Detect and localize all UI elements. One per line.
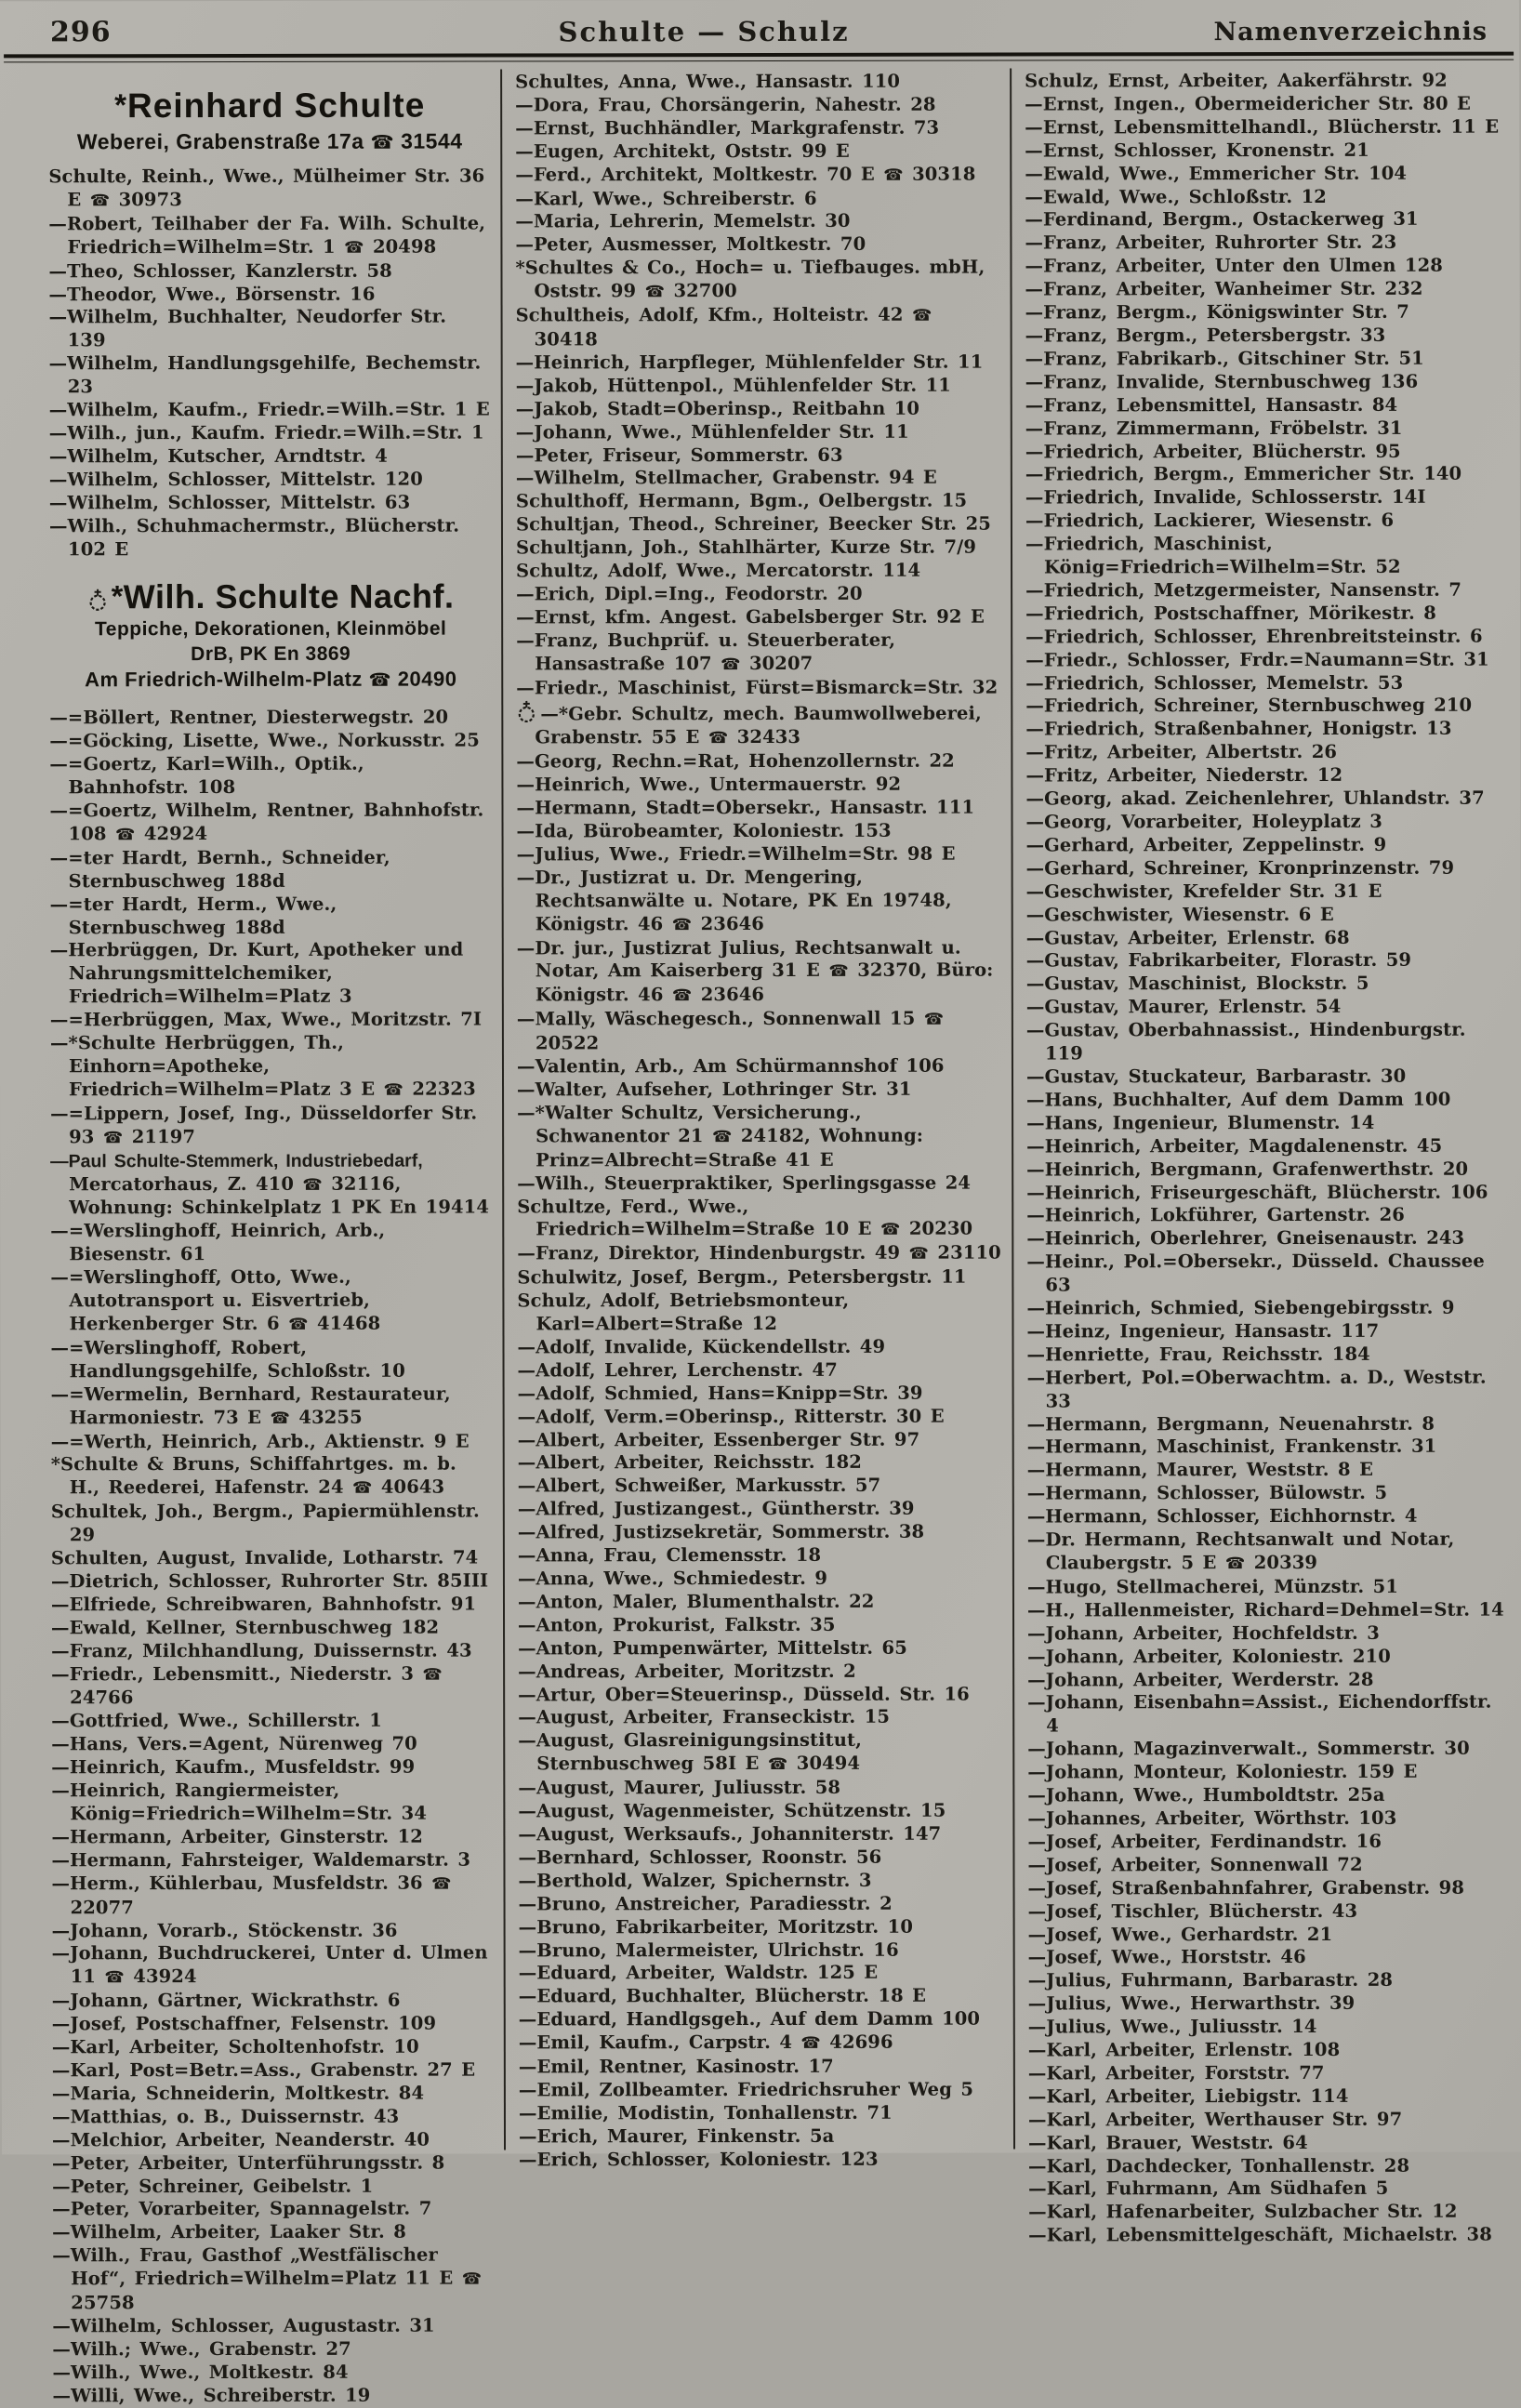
directory-entry: —Friedr., Maschinist, Fürst=Bismarck=Str. 32 [516, 676, 999, 699]
directory-entry: —Friedrich, Lackierer, Wiesenstr. 6 [1025, 509, 1395, 532]
phone-icon: ☎ [302, 1175, 323, 1195]
directory-entry: —Ernst, Schlosser, Kronenstr. 21 [1025, 139, 1369, 162]
page-title: Schulte — Schulz [558, 15, 850, 48]
directory-entry: —Hugo, Stellmacherei, Münzstr. 51 [1026, 1575, 1399, 1598]
directory-entry: —Geschwister, Wiesenstr. 6 E [1025, 903, 1334, 926]
directory-entry: —Josef, Arbeiter, Sonnenwall 72 [1027, 1853, 1363, 1876]
directory-entry: —Josef, Wwe., Horststr. 46 [1027, 1946, 1306, 1968]
directory-entry: —Maria, Schneiderin, Moltkestr. 84 [51, 2082, 425, 2105]
directory-entry: —=ter Hardt, Bernh., Schneider, Sternbuschweg 188d [49, 846, 390, 893]
directory-entry: Schulz, Adolf, Betriebsmonteur, Karl=Albert=Straße 12 [517, 1289, 850, 1335]
directory-entry: —Wilh., Schuhmachermstr., Blücherstr. 102 E [48, 514, 460, 560]
directory-entry: Schulthoff, Hermann, Bgm., Oelbergstr. 15 [515, 489, 968, 512]
phone-icon: ☎ [270, 1409, 291, 1428]
phone-icon: ☎ [923, 1010, 945, 1029]
directory-entry: —Franz, Arbeiter, Ruhrorter Str. 23 [1025, 232, 1397, 254]
directory-entry: —Alfred, Justizsekretär, Sommerstr. 38 [517, 1520, 925, 1543]
directory-entry: —Fritz, Arbeiter, Niederstr. 12 [1025, 764, 1343, 787]
phone-icon: ☎ [767, 1755, 788, 1775]
directory-entry: —Adolf, Lehrer, Lerchenstr. 47 [517, 1358, 838, 1382]
directory-entry: —Geschwister, Krefelder Str. 31 E [1025, 880, 1382, 903]
directory-entry: —Dr. Hermann, Rechtsanwalt und Notar, Claubergstr. 5 E ☎ 20339 [1026, 1528, 1455, 1574]
directory-entry: —Johann, Vorarb., Stöckenstr. 36 [51, 1919, 398, 1941]
directory-entry: —Johann, Buchdruckerei, Unter d. Ulmen 11 ☎ 43924 [51, 1941, 488, 1988]
directory-entry: —Andreas, Arbeiter, Moritzstr. 2 [518, 1660, 856, 1683]
directory-entry: —Johann, Wwe., Humboldtstr. 25a [1027, 1783, 1385, 1806]
directory-entry: —Bruno, Malermeister, Ulrichstr. 16 [518, 1938, 899, 1961]
directory-entry: —Gerhard, Arbeiter, Zeppelinstr. 9 [1025, 833, 1387, 856]
directory-entry: —August, Maurer, Juliusstr. 58 [518, 1777, 841, 1799]
directory-entry: —Hermann, Stadt=Obersekr., Hansastr. 111 [516, 796, 975, 819]
directory-entry: Schulwitz, Josef, Bergm., Petersbergstr. 11 [517, 1265, 967, 1289]
phone-icon: ☎ [461, 2269, 483, 2289]
ad-subline: DrB, PK En 3869 [191, 643, 351, 666]
directory-entry: —Franz, Fabrikarb., Gitschiner Str. 51 [1025, 347, 1424, 370]
directory-entry: —Gustav, Oberbahnassist., Hindenburgstr. 119 [1025, 1018, 1466, 1065]
directory-entry: —Josef, Wwe., Gerhardstr. 21 [1027, 1923, 1333, 1945]
phone-icon: ☎ [370, 130, 395, 153]
directory-entry: —Maria, Lehrerin, Memelstr. 30 [515, 210, 851, 232]
directory-entry: —Ida, Bürobeamter, Koloniestr. 153 [516, 819, 892, 842]
directory-entry: —=Werslinghoff, Robert, Handlungsgehilfe, Schloßstr. 10 [50, 1336, 405, 1383]
star-icon: * [114, 88, 128, 124]
directory-entry: —Ewald, Wwe., Emmericher Str. 104 [1025, 162, 1408, 185]
phone-icon: ☎ [102, 1128, 124, 1147]
phone-icon: ☎ [671, 986, 693, 1006]
directory-entry: Schultz, Adolf, Wwe., Mercatorstr. 114 [516, 559, 921, 582]
directory-entry: —Elfriede, Schreibwaren, Bahnhofstr. 91 [50, 1593, 477, 1616]
ad-wilh-schulte-nachf [49, 577, 492, 695]
directory-entry: —Wilh., Steuerpraktiker, Sperlingsgasse 24 [517, 1171, 972, 1195]
directory-entry: —Henriette, Frau, Reichsstr. 184 [1026, 1343, 1370, 1366]
directory-entry: —Julius, Wwe., Friedr.=Wilhelm=Str. 98 E [516, 842, 956, 866]
directory-entry: —Hermann, Arbeiter, Ginsterstr. 12 [51, 1825, 423, 1848]
directory-entry: —Anton, Maler, Blumenthalstr. 22 [517, 1590, 875, 1613]
directory-entry: —Heinrich, Kaufm., Musfeldstr. 99 [51, 1755, 416, 1779]
directory-entry: Schultjan, Theod., Schreiner, Beecker Str. 25 [515, 512, 991, 536]
phone-icon: ☎ [671, 915, 693, 934]
directory-entry: —=Böllert, Rentner, Diesterwegstr. 20 [49, 706, 449, 729]
directory-entry: —Peter, Schreiner, Geibelstr. 1 [52, 2175, 374, 2197]
phone-icon: ☎ [800, 2034, 821, 2054]
directory-entry: —Ferd., Architekt, Moltkestr. 70 E ☎ 30318 [515, 163, 976, 186]
directory-entry: Schulte, Reinh., Wwe., Mülheimer Str. 36 E ☎ 30973 [48, 165, 485, 211]
directory-entry: —Heinrich, Lokführer, Gartenstr. 26 [1026, 1204, 1405, 1226]
directory-column-2 [500, 69, 1013, 2171]
directory-entry: —Bruno, Anstreicher, Paradiesstr. 2 [518, 1892, 893, 1915]
directory-entry: —Heinrich, Friseurgeschäft, Blücherstr. 106 [1026, 1181, 1488, 1204]
directory-entry: —Franz, Lebensmittel, Hansastr. 84 [1025, 393, 1398, 417]
directory-entry: —Josef, Tischler, Blücherstr. 43 [1027, 1899, 1358, 1923]
directory-entry: —Mally, Wäschegesch., Sonnenwall 15 ☎ 20522 [516, 1007, 945, 1054]
directory-entry: —Erich, Schlosser, Koloniestr. 123 [519, 2148, 879, 2171]
directory-entry: —Hermann, Bergmann, Neuenahrstr. 8 [1026, 1412, 1435, 1436]
directory-entry: —Adolf, Invalide, Kückendellstr. 49 [517, 1335, 886, 1358]
directory-entry: —Josef, Postschaffner, Felsenstr. 109 [51, 2012, 437, 2035]
directory-entry: —Heinr., Pol.=Obersekr., Düsseld. Chaussee 63 [1026, 1250, 1485, 1296]
phone-icon: ☎ [1224, 1555, 1246, 1574]
phone-icon: ☎ [708, 729, 729, 748]
directory-entry: —=Werslinghoff, Otto, Wwe., Autotransport u. Eisvertrieb, Herkenberger Str. 6 ☎ 41468 [50, 1265, 381, 1335]
directory-entry: —Erich, Maurer, Finkenstr. 5a [518, 2124, 835, 2148]
phone-icon: ☎ [344, 238, 364, 258]
directory-entry: —Georg, Vorarbeiter, Holeyplatz 3 [1025, 810, 1382, 833]
directory-entry: —Ewald, Wwe., Schloßstr. 12 [1025, 185, 1327, 208]
directory-entry: —Peter, Vorarbeiter, Spannagelstr. 7 [52, 2198, 432, 2220]
directory-entry: —Dr., Justizrat u. Dr. Mengering, Rechtsanwälte u. Notare, PK En 19748, Königstr. 46 ☎ 23646 [516, 866, 952, 935]
directory-entry: —Heinrich, Oberlehrer, Gneisenaustr. 243 [1026, 1226, 1465, 1250]
directory-entry: —Hermann, Maurer, Weststr. 8 E [1026, 1459, 1374, 1481]
phone-icon: ☎ [368, 669, 392, 692]
directory-entry: *Schulte & Bruns, Schiffahrtges. m. b. H., Reederei, Hafenstr. 24 ☎ 40643 [50, 1452, 456, 1499]
directory-entry: —Wilhelm, Schlosser, Mittelstr. 120 [48, 468, 423, 491]
directory-entry: —Ernst, Ingen., Obermeidericher Str. 80 E [1025, 92, 1471, 115]
directory-entry: —Johann, Arbeiter, Hochfeldstr. 3 [1027, 1621, 1380, 1645]
directory-entry: —August, Glasreinigungsinstitut, Sternbuschweg 58I E ☎ 30494 [518, 1729, 863, 1775]
star-icon: * [111, 579, 124, 614]
directory-entry: —Johann, Gärtner, Wickrathstr. 6 [51, 1989, 401, 2012]
directory-entry: —Johann, Eisenbahn=Assist., Eichendorffstr. 4 [1027, 1691, 1492, 1737]
directory-entry: *Schultes & Co., Hoch= u. Tiefbauges. mbH, Oststr. 99 ☎ 32700 [515, 256, 985, 302]
directory-entry: —Ferdinand, Bergm., Ostackerweg 31 [1025, 208, 1419, 231]
directory-entry: —=Herbrüggen, Max, Wwe., Moritzstr. 7I [49, 1008, 483, 1031]
phone-icon: ☎ [711, 1127, 733, 1146]
directory-entry: —Wilhelm, Stellmacher, Grabenstr. 94 E [515, 467, 937, 489]
directory-entry: —Franz, Invalide, Sternbuschweg 136 [1025, 370, 1419, 393]
directory-entry: —Heinrich, Schmied, Siebengebirgsstr. 9 [1026, 1296, 1455, 1319]
directory-entry: —Emil, Rentner, Kasinostr. 17 [518, 2055, 834, 2078]
directory-entry: Schultze, Ferd., Wwe., Friedrich=Wilhelm=Straße 10 E ☎ 20230 [517, 1195, 973, 1240]
phone-icon: ☎ [114, 826, 136, 845]
directory-entry: —Franz, Zimmermann, Fröbelstr. 31 [1025, 417, 1403, 440]
phone-icon: ☎ [880, 1221, 901, 1240]
directory-entry: —Wilhelm, Kaufm., Friedr.=Wilh.=Str. 1 E [48, 398, 490, 421]
directory-entry: Schulz, Ernst, Arbeiter, Aakerfährstr. 92 [1025, 69, 1448, 92]
directory-entry: —Gustav, Arbeiter, Erlenstr. 68 [1025, 926, 1350, 949]
directory-entry: —Johann, Magazinverwalt., Sommerstr. 30 [1027, 1737, 1470, 1760]
directory-entry: —Theo, Schlosser, Kanzlerstr. 58 [48, 259, 392, 282]
directory-entry: —Wilhelm, Kutscher, Arndtstr. 4 [48, 444, 388, 468]
phone-icon: ☎ [908, 1244, 930, 1264]
phone-icon: ☎ [351, 1479, 373, 1499]
directory-entry: —Friedrich, Schreiner, Sternbuschweg 210 [1025, 695, 1473, 717]
directory-entry: —Karl, Arbeiter, Forststr. 77 [1027, 2061, 1325, 2084]
directory-entry: —Franz, Arbeiter, Wanheimer Str. 232 [1025, 277, 1423, 300]
directory-entry: —Johannes, Arbeiter, Wörthstr. 103 [1027, 1806, 1397, 1830]
directory-entry: —August, Arbeiter, Franseckistr. 15 [518, 1706, 891, 1728]
directory-entry: —Anna, Frau, Clemensstr. 18 [517, 1543, 822, 1567]
directory-entry: —Peter, Friseur, Sommerstr. 63 [515, 443, 843, 466]
ad-name: *Wilh. Schulte Nachf. [49, 577, 492, 617]
directory-entry: —Hermann, Maschinist, Frankenstr. 31 [1026, 1436, 1437, 1458]
directory-entry: —Fritz, Arbeiter, Albertstr. 26 [1025, 741, 1338, 763]
phone-icon: ☎ [288, 1315, 309, 1334]
directory-entry: —=Goertz, Wilhelm, Rentner, Bahnhofstr. 108 ☎ 42924 [49, 799, 484, 845]
directory-entry: —Gustav, Fabrikarbeiter, Florastr. 59 [1025, 949, 1412, 972]
phone-icon: ☎ [828, 962, 849, 982]
directory-entry: —Heinz, Ingenieur, Hansastr. 117 [1026, 1319, 1380, 1343]
directory-entry: —Gustav, Maschinist, Blockstr. 5 [1025, 972, 1369, 995]
directory-entry: —Ernst, Lebensmittelhandl., Blücherstr. 11 E [1025, 115, 1500, 139]
directory-entry: —Hermann, Fahrsteiger, Waldemarstr. 3 [51, 1848, 471, 1872]
directory-entry: —Eduard, Buchhalter, Blücherstr. 18 E [518, 1985, 927, 2007]
directory-entry: —Karl, Dachdecker, Tonhallenstr. 28 [1028, 2154, 1410, 2177]
directory-entry: —=Werth, Heinrich, Arb., Aktienstr. 9 E [50, 1430, 470, 1452]
phone-icon: ☎ [383, 1080, 404, 1100]
directory-entry: —Friedrich, Arbeiter, Blücherstr. 95 [1025, 440, 1401, 463]
wreath-icon [87, 589, 108, 613]
directory-entry: —Eugen, Architekt, Oststr. 99 E [515, 139, 850, 163]
page-header [0, 0, 1519, 52]
directory-entry: —Franz, Arbeiter, Unter den Ulmen 128 [1025, 254, 1443, 277]
directory-entry: —August, Werksaufs., Johanniterstr. 147 [518, 1822, 942, 1846]
directory-entry: Schultjann, Joh., Stahlhärter, Kurze Str. 7/9 [515, 536, 977, 559]
ad-subline: Am Friedrich-Wilhelm-Platz ☎ 20490 [85, 667, 457, 692]
ad-name: *Reinhard Schulte [114, 86, 426, 126]
wreath-icon [516, 700, 536, 724]
ad-subline: Teppiche, Dekorationen, Kleinmöbel [94, 617, 447, 641]
directory-entry: —Karl, Fuhrmann, Am Südhafen 5 [1028, 2177, 1389, 2200]
directory-entry: —*Walter Schultz, Versicherung., Schwanentor 21 ☎ 24182, Wohnung: Prinz=Albrecht=Straße 41 E [517, 1101, 924, 1171]
ad-reinhard-schulte [48, 86, 491, 155]
directory-entry: —Matthias, o. B., Duissernstr. 43 [51, 2105, 400, 2128]
phone-icon: ☎ [644, 283, 666, 302]
directory-entry: —Eduard, Handlgsgeh., Auf dem Damm 100 [518, 2007, 981, 2031]
directory-entry: —Paul Schulte-Stemmerk, Industriebedarf, Mercatorhaus, Z. 410 ☎ 32116, Wohnung: Schinkelplatz 1 PK En 19414 [50, 1150, 490, 1219]
directory-entry: —Karl, Arbeiter, Werthauser Str. 97 [1027, 2108, 1403, 2131]
phone-icon: ☎ [721, 655, 741, 674]
directory-entry: —Anna, Wwe., Schmiedestr. 9 [517, 1567, 828, 1590]
directory-entry: —Friedrich, Bergm., Emmericher Str. 140 [1025, 463, 1462, 485]
directory-entry: —Hans, Vers.=Agent, Nürenweg 70 [51, 1732, 417, 1755]
directory-entry: —Willi, Wwe., Schreiberstr. 19 [52, 2384, 371, 2406]
directory-entry: —Dr. jur., Justizrat Julius, Rechtsanwalt u. Notar, Am Kaiserberg 31 E ☎ 32370, Büro: Königstr. 46 ☎ 23646 [516, 936, 994, 1006]
directory-entry: —Wilhelm, Schlosser, Augustastr. 31 [52, 2314, 435, 2337]
directory-entry: —Walter, Aufseher, Lothringer Str. 31 [517, 1078, 912, 1101]
directory-entry: —Gerhard, Schreiner, Kronprinzenstr. 79 [1025, 856, 1455, 880]
directory-entry: —*Schulte Herbrüggen, Th., Einhorn=Apotheke, Friedrich=Wilhelm=Platz 3 E ☎ 22323 [49, 1031, 476, 1101]
directory-entry: —Adolf, Verm.=Oberinsp., Ritterstr. 30 E [517, 1405, 945, 1428]
directory-entry: —Friedrich, Schlosser, Memelstr. 53 [1025, 671, 1404, 695]
directory-entry: —Heinrich, Bergmann, Grafenwerthstr. 20 [1026, 1158, 1469, 1181]
directory-entry: —Gustav, Maurer, Erlenstr. 54 [1025, 996, 1342, 1018]
directory-entry: —Karl, Post=Betr.=Ass., Grabenstr. 27 E [51, 2058, 476, 2082]
directory-entry: —=Göcking, Lisette, Wwe., Norkusstr. 25 [49, 729, 480, 752]
directory-entry: —Wilhelm, Buchhalter, Neudorfer Str. 139 [48, 306, 447, 351]
directory-entry: —Emil, Kaufm., Carpstr. 4 ☎ 42696 [518, 2031, 893, 2054]
directory-entry: Schultheis, Adolf, Kfm., Holteistr. 42 ☎ 30418 [515, 303, 932, 351]
directory-entry: —Gustav, Stuckateur, Barbarastr. 30 [1025, 1065, 1407, 1088]
directory-entry: —Anton, Pumpenwärter, Mittelstr. 65 [518, 1636, 907, 1660]
directory-entry: —Emil, Zollbeamter. Friedrichsruher Weg 5 [518, 2078, 973, 2101]
directory-entry: —Julius, Wwe., Juliusstr. 14 [1027, 2016, 1317, 2038]
directory-entry: —Heinrich, Wwe., Untermauerstr. 92 [516, 773, 902, 796]
directory-entry: —Karl, Wwe., Schreiberstr. 6 [515, 187, 817, 209]
directory-entry: —Bruno, Fabrikarbeiter, Moritzstr. 10 [518, 1915, 913, 1938]
directory-entry: —Franz, Milchhandlung, Duissernstr. 43 [51, 1639, 472, 1661]
directory-entry: —Wilh., jun., Kaufm. Friedr.=Wilh.=Str. 1 [48, 421, 484, 444]
directory-entry: —=Lippern, Josef, Ing., Düsseldorfer Str. 93 ☎ 21197 [50, 1102, 478, 1148]
directory-entry: —Albert, Arbeiter, Reichsstr. 182 [517, 1451, 862, 1474]
directory-entry: —Julius, Wwe., Herwarthstr. 39 [1027, 1992, 1356, 2015]
directory-entry: —Franz, Buchprüf. u. Steuerberater, Hansastraße 107 ☎ 30207 [516, 628, 896, 675]
directory-entry: —Heinrich, Harpfleger, Mühlenfelder Str. 11 [515, 351, 984, 374]
directory-column-1 [35, 69, 504, 2406]
phone-icon: ☎ [104, 1968, 125, 1988]
directory-entry: —Friedr., Lebensmitt., Niederstr. 3 ☎ 24766 [51, 1662, 443, 1709]
directory-entry: —H., Hallenmeister, Richard=Dehmel=Str. 14 [1026, 1598, 1504, 1621]
directory-entry: —Hans, Buchhalter, Auf dem Damm 100 [1026, 1088, 1451, 1111]
directory-entry: —Peter, Ausmesser, Moltkestr. 70 [515, 233, 866, 256]
directory-entry: —Bernhard, Schlosser, Roonstr. 56 [518, 1846, 882, 1869]
directory-entry: —Gottfried, Wwe., Schillerstr. 1 [51, 1710, 382, 1732]
directory-entry: —Jakob, Stadt=Oberinsp., Reitbahn 10 [515, 397, 920, 420]
directory-entry: —Karl, Arbeiter, Erlenstr. 108 [1027, 2038, 1341, 2061]
page-number: 296 [50, 16, 112, 49]
directory-entry: —Albert, Schweißer, Markusstr. 57 [517, 1475, 881, 1497]
directory-entry: —Friedr., Schlosser, Frdr.=Naumann=Str. 31 [1025, 648, 1489, 671]
directory-entry: —Wilh., Frau, Gasthof „Westfälischer Hof“, Friedrich=Wilhelm=Platz 11 E ☎ 25758 [52, 2243, 483, 2314]
directory-entry: —Herbert, Pol.=Oberwachtm. a. D., Weststr. 33 [1026, 1366, 1487, 1412]
phone-icon: ☎ [89, 192, 111, 211]
directory-entry: Schultek, Joh., Bergm., Papiermühlenstr. 29 [50, 1500, 480, 1546]
directory-entry: —Friedrich, Invalide, Schlosserstr. 14I [1025, 486, 1426, 509]
entry-bold-name: —Paul Schulte-Stemmerk, Industriebedarf, [50, 1150, 423, 1171]
directory-entry: —Georg, Rechn.=Rat, Hohenzollernstr. 22 [516, 749, 955, 773]
directory-entry: —Albert, Arbeiter, Essenberger Str. 97 [517, 1428, 920, 1451]
directory-entry: —Friedrich, Maschinist, König=Friedrich=Wilhelm=Str. 52 [1025, 533, 1401, 578]
directory-column-3 [1010, 68, 1517, 2246]
directory-entry: —Friedrich, Schlosser, Ehrenbreitsteinstr. 6 [1025, 625, 1483, 648]
directory-entry: —August, Wagenmeister, Schützenstr. 15 [518, 1799, 946, 1822]
directory-entry: Schultes, Anna, Wwe., Hansastr. 110 [515, 70, 901, 93]
directory-entry: —Josef, Straßenbahnfahrer, Grabenstr. 98 [1027, 1876, 1465, 1899]
directory-entry: —Friedrich, Metzgermeister, Nansenstr. 7 [1025, 578, 1462, 602]
directory-entry: —Johann, Monteur, Koloniestr. 159 E [1027, 1760, 1418, 1783]
directory-entry: —Erich, Dipl.=Ing., Feodorstr. 20 [516, 582, 863, 605]
directory-entry: —Artur, Ober=Steuerinsp., Düsseld. Str. 16 [518, 1683, 970, 1705]
directory-entry: —Wilh.; Wwe., Grabenstr. 27 [52, 2337, 351, 2361]
directory-entry: —Georg, akad. Zeichenlehrer, Uhlandstr. 37 [1025, 787, 1485, 810]
directory-entry: —Eduard, Arbeiter, Waldstr. 125 E [518, 1962, 879, 1984]
directory-entry: —Johann, Arbeiter, Koloniestr. 210 [1027, 1645, 1391, 1668]
directory-entry: —Dietrich, Schlosser, Ruhrorter Str. 85III [50, 1569, 489, 1593]
directory-entry: —Karl, Brauer, Weststr. 64 [1027, 2131, 1308, 2154]
directory-entry: —Franz, Bergm., Petersbergstr. 33 [1025, 324, 1386, 347]
directory-entry: —Ewald, Kellner, Sternbuschweg 182 [51, 1616, 440, 1639]
directory-entry: —Wilhelm, Schlosser, Mittelstr. 63 [48, 491, 411, 514]
directory-entry: —Franz, Bergm., Königswinter Str. 7 [1025, 300, 1409, 324]
directory-columns [0, 60, 1521, 2406]
directory-entry: —Anton, Prokurist, Falkstr. 35 [518, 1613, 836, 1636]
directory-entry: —Julius, Fuhrmann, Barbarastr. 28 [1027, 1969, 1394, 1991]
directory-entry: —Valentin, Arb., Am Schürmannshof 106 [516, 1054, 945, 1078]
phone-icon: ☎ [431, 1874, 452, 1894]
directory-entry: —Peter, Arbeiter, Unterführungsstr. 8 [52, 2151, 445, 2174]
directory-entry: —Karl, Arbeiter, Liebigstr. 114 [1027, 2084, 1349, 2108]
directory-entry: —Hans, Ingenieur, Blumenstr. 14 [1026, 1111, 1375, 1134]
directory-entry: —Berthold, Walzer, Spichernstr. 3 [518, 1869, 872, 1892]
directory-entry: —Friedrich, Postschaffner, Mörikestr. 8 [1025, 602, 1436, 625]
directory-entry: —Johann, Wwe., Mühlenfelder Str. 11 [515, 420, 909, 443]
directory-entry: —=ter Hardt, Herm., Wwe., Sternbuschweg 188d [49, 893, 337, 938]
directory-entry: —Wilhelm, Arbeiter, Laaker Str. 8 [52, 2220, 406, 2243]
directory-entry: —Dora, Frau, Chorsängerin, Nahestr. 28 [515, 93, 936, 116]
phone-icon: ☎ [883, 165, 904, 185]
phone-icon: ☎ [422, 1665, 443, 1685]
directory-entry: —Melchior, Arbeiter, Neanderstr. 40 [51, 2128, 430, 2151]
directory-entry: —Franz, Direktor, Hindenburgstr. 49 ☎ 23110 [517, 1241, 1001, 1264]
section-label: Namenverzeichnis [1213, 17, 1488, 47]
directory-entry: —Karl, Arbeiter, Scholtenhofstr. 10 [51, 2035, 419, 2058]
directory-entry: —Herm., Kühlerbau, Musfeldstr. 36 ☎ 22077 [51, 1872, 452, 1918]
directory-entry: Schulten, August, Invalide, Lotharstr. 74 [50, 1546, 479, 1569]
directory-entry: —Johann, Arbeiter, Werderstr. 28 [1027, 1668, 1374, 1691]
directory-entry: —Wilhelm, Handlungsgehilfe, Bechemstr. 23 [48, 351, 482, 398]
ad-subline: Weberei, Grabenstraße 17a ☎ 31544 [76, 128, 463, 154]
directory-entry: —=Wermelin, Bernhard, Restaurateur, Harmoniestr. 73 E ☎ 43255 [50, 1383, 451, 1428]
directory-entry: —Ernst, Buchhändler, Markgrafenstr. 73 [515, 116, 940, 139]
phone-icon: ☎ [911, 306, 932, 325]
directory-entry: —Hermann, Schlosser, Bülowstr. 5 [1026, 1482, 1388, 1504]
directory-entry: —Adolf, Schmied, Hans=Knipp=Str. 39 [517, 1382, 923, 1405]
directory-entry: —=Goertz, Karl=Wilh., Optik., Bahnhofstr. 108 [49, 752, 364, 799]
directory-entry: —Theodor, Wwe., Börsenstr. 16 [48, 283, 376, 305]
directory-entry: —Karl, Hafenarbeiter, Sulzbacher Str. 12 [1028, 2201, 1458, 2223]
directory-entry: —Heinrich, Arbeiter, Magdalenenstr. 45 [1026, 1134, 1443, 1158]
directory-entry: —Ernst, kfm. Angest. Gabelsberger Str. 92 E [516, 605, 985, 628]
directory-entry: —Heinrich, Rangiermeister, König=Friedrich=Wilhelm=Str. 34 [51, 1779, 428, 1825]
directory-entry: —Josef, Arbeiter, Ferdinandstr. 16 [1027, 1830, 1382, 1853]
directory-entry: —Alfred, Justizangest., Güntherstr. 39 [517, 1497, 915, 1520]
directory-entry: —Wilh., Wwe., Moltkestr. 84 [52, 2361, 349, 2384]
directory-entry: —Herbrüggen, Dr. Kurt, Apotheker und Nahrungsmittelchemiker, Friedrich=Wilhelm=Platz 3 [49, 939, 464, 1008]
directory-entry: —=Werslinghoff, Heinrich, Arb., Biesenstr. 61 [50, 1220, 386, 1265]
directory-entry: —Emilie, Modistin, Tonhallenstr. 71 [518, 2101, 893, 2124]
directory-entry: —Jakob, Hüttenpol., Mühlenfelder Str. 11 [515, 374, 951, 397]
directory-entry: —Robert, Teilhaber der Fa. Wilh. Schulte, Friedrich=Wilhelm=Str. 1 ☎ 20498 [48, 212, 486, 258]
directory-entry: —Karl, Lebensmittelgeschäft, Michaelstr. 38 [1028, 2223, 1492, 2246]
directory-entry: —*Gebr. Schultz, mech. Baumwollweberei, Grabenstr. 55 E ☎ 32433 [516, 699, 1001, 751]
directory-entry: —Friedrich, Straßenbahner, Honigstr. 13 [1025, 718, 1452, 740]
directory-entry: —Hermann, Schlosser, Eichhornstr. 4 [1026, 1504, 1418, 1528]
